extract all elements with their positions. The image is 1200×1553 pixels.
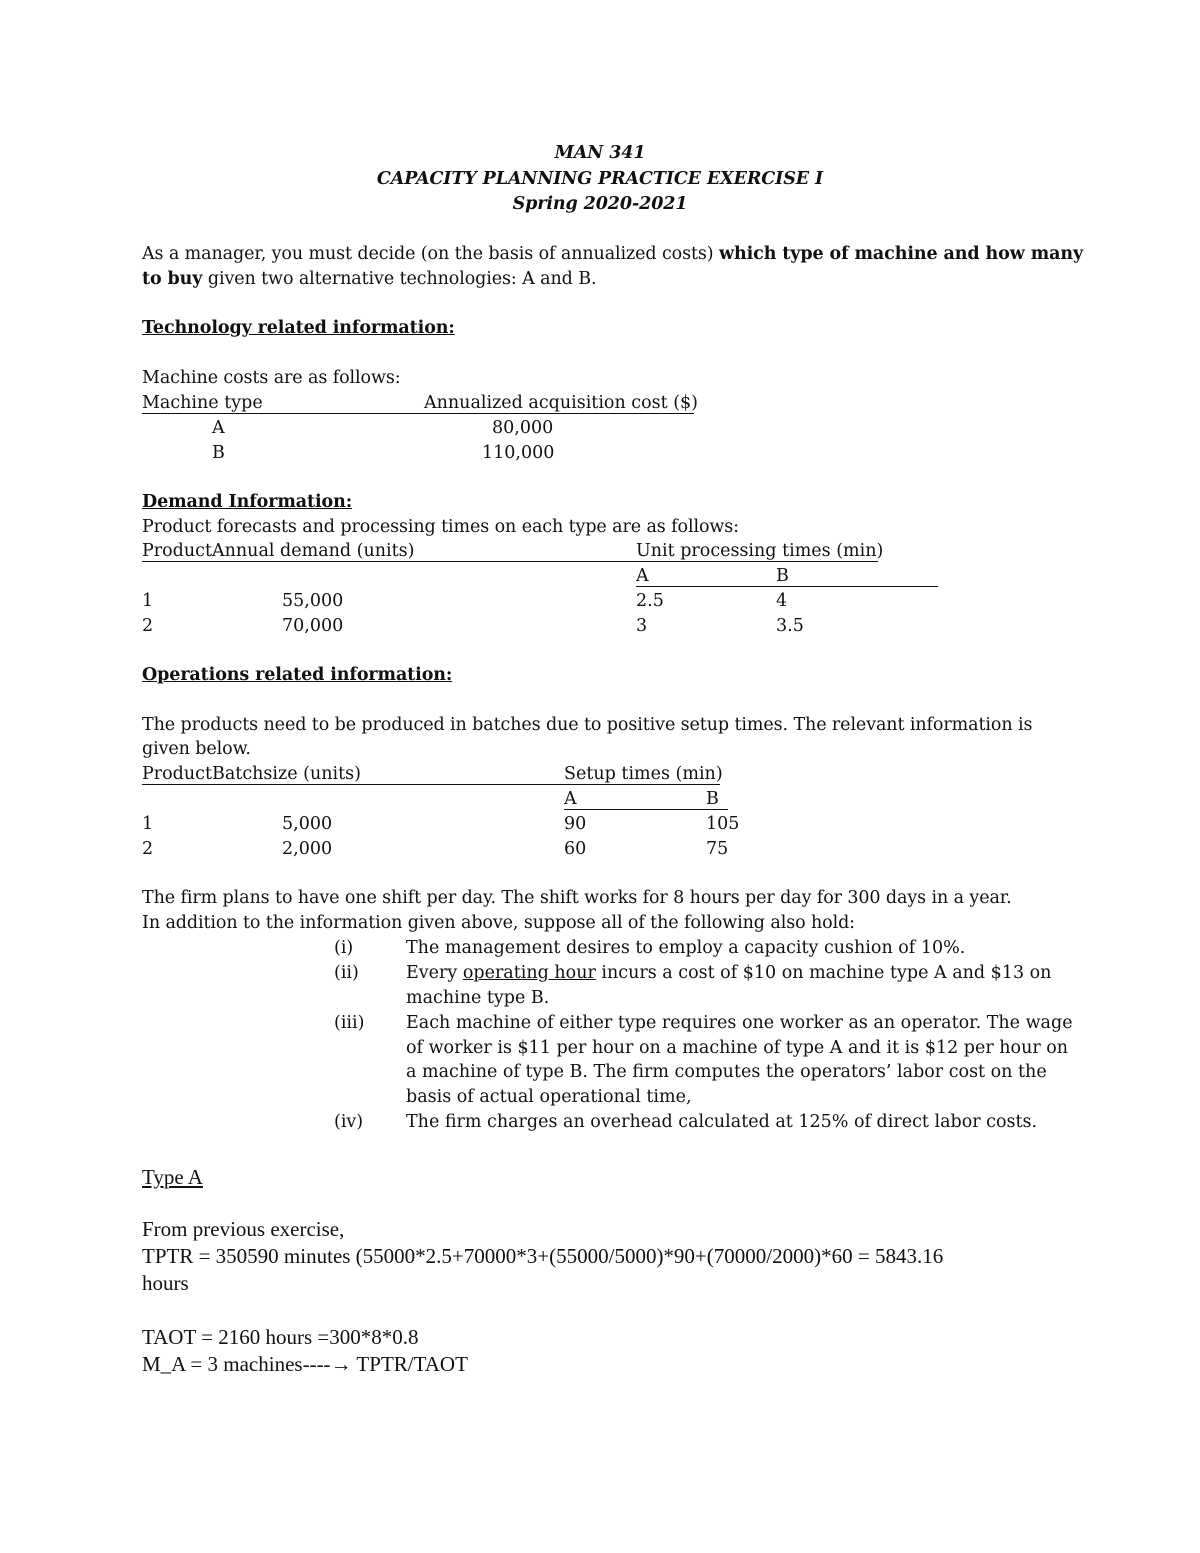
table-cell: 110,000: [482, 443, 555, 463]
sub-col-b: B: [706, 789, 719, 809]
sub-col-a: A: [564, 789, 577, 809]
table-cell: 1: [142, 814, 154, 834]
solution-line-5: M_A = 3 machines----→ TPTR/TAOT: [142, 1352, 468, 1376]
col-annual-demand: Annual demand (units): [212, 541, 415, 561]
col-batchsize: Batchsize (units): [212, 764, 361, 784]
col-machine-type: Machine type: [142, 393, 263, 413]
list-item-text: of worker is $11 per hour on a machine of type A and it is $12 per hour on: [406, 1038, 1069, 1058]
intro-bold-2: to buy: [142, 269, 203, 289]
col-processing-times: Unit processing times (min): [636, 541, 884, 561]
course-code: MAN 341: [554, 143, 646, 163]
list-number: (ii): [334, 963, 359, 983]
table-cell: 90: [564, 814, 587, 834]
machine-costs-lead: Machine costs are as follows:: [142, 368, 401, 388]
table-subheader-rule: [564, 809, 728, 810]
list-number: (i): [334, 938, 354, 958]
solution-line-1: From previous exercise,: [142, 1217, 345, 1241]
intro-bold: which type of machine and how many: [719, 244, 1084, 264]
table-cell: 2,000: [282, 839, 333, 859]
intro-line-1: [142, 242, 1083, 267]
table-cell: 105: [706, 814, 740, 834]
col-product: Product: [142, 764, 212, 784]
list-item-text: a machine of type B. The firm computes the operators’ labor cost on the: [406, 1062, 1047, 1082]
table-cell: 2.5: [636, 591, 664, 611]
table-cell: B: [212, 443, 225, 463]
demand-lead: Product forecasts and processing times on each type are as follows:: [142, 517, 739, 537]
table-cell: 2: [142, 839, 154, 859]
col-product: Product: [142, 541, 212, 561]
document-title: CAPACITY PLANNING PRACTICE EXERCISE I: [376, 169, 824, 189]
table-cell: 4: [776, 591, 788, 611]
operating-hour-term: operating hour: [462, 963, 596, 983]
solution-line-4: TAOT = 2160 hours =300*8*0.8: [142, 1325, 419, 1349]
table-cell: 3: [636, 616, 648, 636]
operations-text-2: given below.: [142, 739, 251, 759]
demand-heading: Demand Information:: [142, 492, 353, 512]
intro-text-2: given two alternative technologies: A and B.: [202, 269, 597, 289]
shift-text-1: The firm plans to have one shift per day. The shift works for 8 hours per day for 300 days in a year.: [142, 888, 1012, 908]
list-item-text: The firm charges an overhead calculated at 125% of direct labor costs.: [406, 1112, 1038, 1132]
table-cell: 60: [564, 839, 587, 859]
list-number: (iii): [334, 1013, 365, 1033]
list-item-text: basis of actual operational time,: [406, 1087, 692, 1107]
solution-heading: Type A: [142, 1165, 203, 1189]
intro-line-2: [142, 267, 596, 292]
intro-text: As a manager, you must decide (on the basis of annualized costs): [142, 244, 719, 264]
col-acquisition-cost: Annualized acquisition cost ($): [424, 393, 699, 413]
list-item-text: The management desires to employ a capacity cushion of 10%.: [406, 938, 966, 958]
shift-text-2: In addition to the information given above, suppose all of the following also hold:: [142, 913, 855, 933]
list-item-text: machine type B.: [406, 988, 550, 1008]
table-cell: 75: [706, 839, 729, 859]
solution-line-3: hours: [142, 1271, 189, 1295]
list-number: (iv): [334, 1112, 364, 1132]
operations-text-1: The products need to be produced in batches due to positive setup times. The relevant information is: [142, 715, 1033, 735]
list-item-text: Every operating hour incurs a cost of $10 on machine type A and $13 on: [406, 963, 1052, 983]
technology-heading: Technology related information:: [142, 318, 455, 338]
table-cell: 5,000: [282, 814, 333, 834]
col-setup-times: Setup times (min): [564, 764, 723, 784]
sub-col-a: A: [636, 566, 649, 586]
arrow-icon: →: [330, 1352, 352, 1376]
table-cell: 3.5: [776, 616, 804, 636]
list-item-text: Each machine of either type requires one worker as an operator. The wage: [406, 1013, 1073, 1033]
table-cell: 1: [142, 591, 154, 611]
table-cell: 2: [142, 616, 154, 636]
solution-line-2: TPTR = 350590 minutes (55000*2.5+70000*3+(55000/5000)*90+(70000/2000)*60 = 5843.16: [142, 1244, 944, 1268]
table-cell: A: [212, 418, 225, 438]
sub-col-b: B: [776, 566, 789, 586]
table-cell: 55,000: [282, 591, 344, 611]
operations-heading: Operations related information:: [142, 665, 453, 685]
term: Spring 2020-2021: [512, 194, 688, 214]
table-cell: 70,000: [282, 616, 344, 636]
table-cell: 80,000: [492, 418, 554, 438]
